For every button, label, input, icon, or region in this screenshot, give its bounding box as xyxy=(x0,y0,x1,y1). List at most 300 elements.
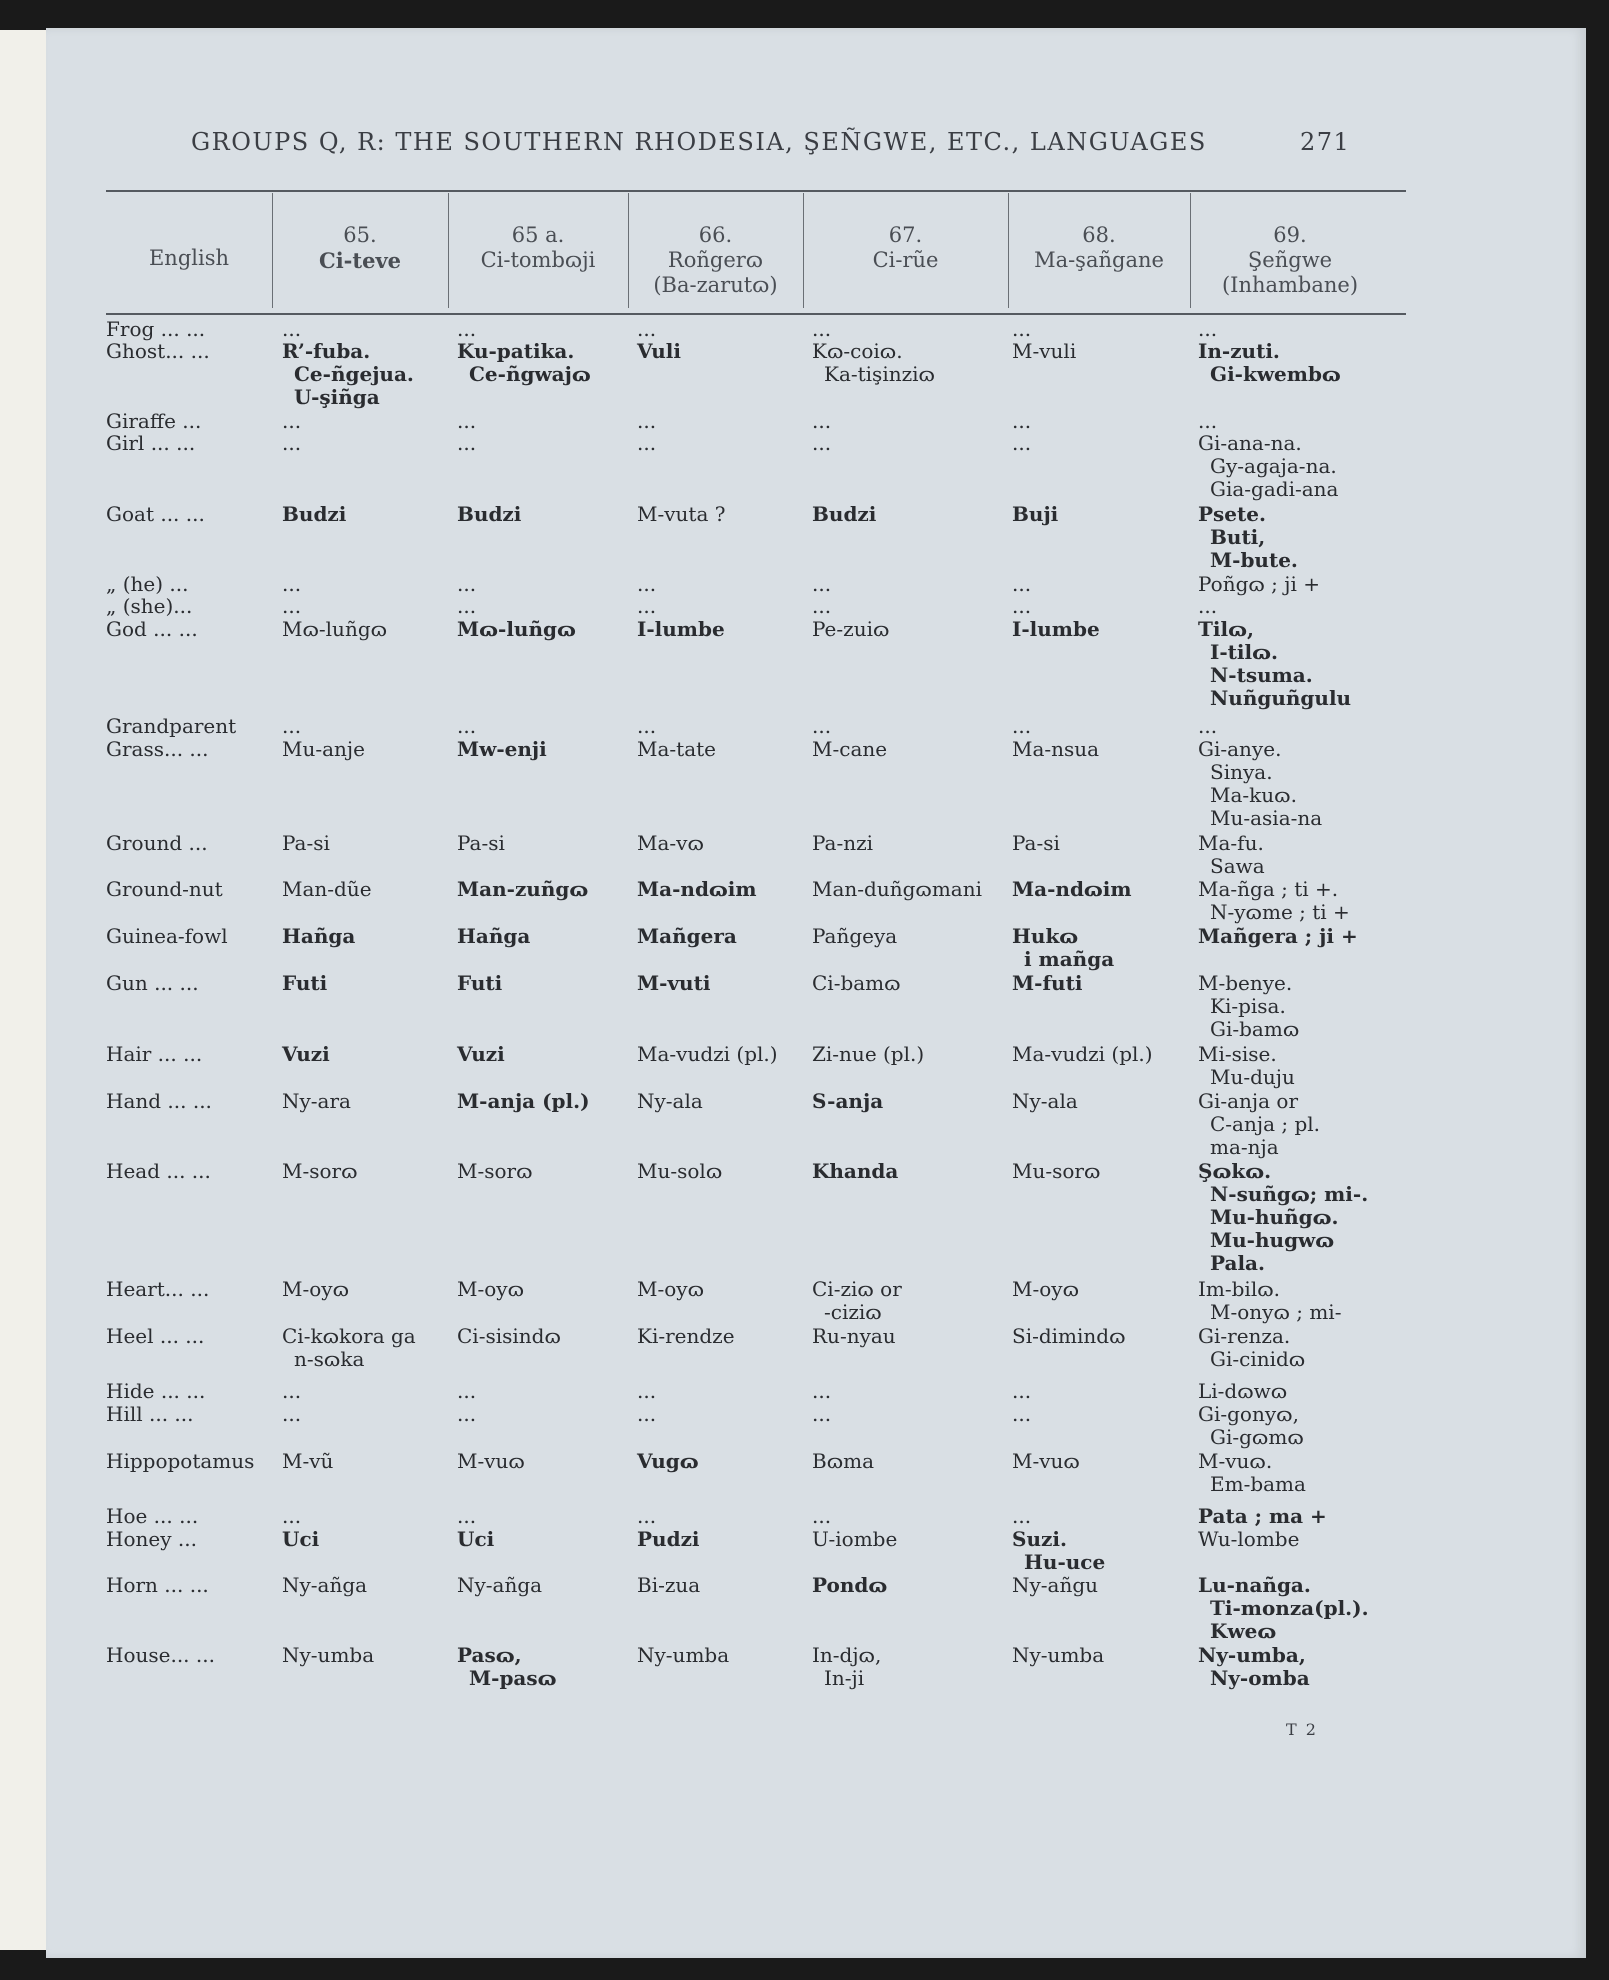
translation-line: ... xyxy=(457,317,477,341)
translation-line: Budzi xyxy=(457,502,522,526)
translation-line: M-bute. xyxy=(1210,548,1298,572)
column-number: 67. xyxy=(888,223,923,247)
translation-cell xyxy=(457,1403,476,1426)
translation-line: ma-nja xyxy=(1210,1135,1279,1159)
translation-line: Ce-ñgejua. xyxy=(294,362,414,386)
translation-cell xyxy=(812,503,876,526)
translation-line: Bɷma xyxy=(812,1449,875,1473)
translation-cell xyxy=(282,432,301,455)
translation-cell xyxy=(812,1574,887,1597)
translation-cell xyxy=(1198,1325,1305,1371)
translation-line: ... xyxy=(1012,409,1032,433)
page-header xyxy=(46,128,1586,168)
translation-cell xyxy=(282,595,301,618)
translation-line: Li-dɷwɷ xyxy=(1198,1379,1288,1403)
english-word: God ... ... xyxy=(106,617,198,641)
translation-cell xyxy=(457,1528,494,1551)
translation-line: ... xyxy=(637,594,657,618)
english-word: Ground-nut xyxy=(106,877,223,901)
translation-line: Budzi xyxy=(282,502,347,526)
translation-cell xyxy=(637,715,656,738)
translation-cell xyxy=(637,1528,700,1551)
translation-cell xyxy=(1198,503,1298,572)
translation-cell xyxy=(282,925,355,948)
translation-line: ... xyxy=(457,594,477,618)
translation-line: ... xyxy=(1012,714,1032,738)
translation-line: n-sɷka xyxy=(294,1347,365,1371)
translation-line: Vuzi xyxy=(457,1042,505,1066)
translation-line: ... xyxy=(637,572,657,596)
translation-line: ... xyxy=(282,714,302,738)
translation-line: Ce-ñgwajɷ xyxy=(469,362,591,386)
translation-line: Nuñguñgulu xyxy=(1210,686,1352,710)
translation-cell xyxy=(637,832,704,855)
translation-line: Ka-tişinziɷ xyxy=(824,362,935,386)
table-header-rule xyxy=(106,313,1406,315)
translation-line: M-cane xyxy=(812,737,888,761)
translation-cell xyxy=(812,832,873,855)
translation-cell xyxy=(1198,738,1322,830)
translation-line: Futi xyxy=(282,971,328,995)
translation-cell xyxy=(812,1528,897,1551)
english-word: Hoe ... ... xyxy=(106,1504,199,1528)
translation-cell xyxy=(812,715,831,738)
translation-cell xyxy=(1012,432,1031,455)
translation-line: Ny-umba xyxy=(282,1643,375,1667)
translation-cell xyxy=(282,1505,301,1528)
translation-cell xyxy=(457,595,476,618)
translation-cell xyxy=(457,715,476,738)
translation-line: M-vuɷ xyxy=(457,1449,525,1473)
translation-line: Psete. xyxy=(1198,502,1266,526)
translation-line: Zi-nue (pl.) xyxy=(812,1042,925,1066)
translation-cell xyxy=(1012,832,1060,855)
translation-line: ... xyxy=(1198,594,1218,618)
translation-line: Si-dimindɷ xyxy=(1012,1324,1126,1348)
translation-cell xyxy=(637,503,725,526)
translation-line: ... xyxy=(1012,1504,1032,1528)
translation-line: M-vuɷ xyxy=(1012,1449,1080,1473)
translation-line: Ny-añga xyxy=(457,1573,543,1597)
translation-line: ... xyxy=(637,431,657,455)
translation-line: ... xyxy=(1198,714,1218,738)
translation-line: Sawa xyxy=(1210,854,1265,878)
english-word: Giraffe ... xyxy=(106,409,202,433)
translation-line: Mu-duju xyxy=(1210,1065,1295,1089)
translation-cell xyxy=(282,715,301,738)
translation-line: ... xyxy=(637,714,657,738)
translation-line: Man-dũe xyxy=(282,877,372,901)
translation-cell xyxy=(812,618,889,641)
translation-cell xyxy=(1012,1505,1031,1528)
translation-cell xyxy=(457,1450,525,1473)
translation-line: M-vuta ? xyxy=(637,502,726,526)
translation-line: ... xyxy=(457,409,477,433)
translation-cell xyxy=(457,573,476,596)
english-word: Hill ... ... xyxy=(106,1402,194,1426)
translation-line: Ma-vudzi (pl.) xyxy=(637,1042,778,1066)
translation-line: Ma-nsua xyxy=(1012,737,1100,761)
translation-line: Ny-ara xyxy=(282,1089,351,1113)
translation-cell xyxy=(637,1278,704,1301)
translation-cell xyxy=(282,738,365,761)
translation-line: Ki-rendze xyxy=(637,1324,735,1348)
column-language: Roñgerɷ xyxy=(667,248,764,272)
translation-cell xyxy=(457,618,576,641)
translation-cell xyxy=(282,1325,416,1371)
translation-line: Buti, xyxy=(1210,525,1266,549)
translation-line: Pata ; ma + xyxy=(1198,1504,1327,1528)
translation-cell xyxy=(282,1278,349,1301)
translation-cell xyxy=(1012,503,1058,526)
translation-line: Ny-ala xyxy=(637,1089,703,1113)
translation-cell xyxy=(812,1380,831,1403)
translation-line: Ma-kuɷ. xyxy=(1210,783,1297,807)
translation-cell xyxy=(1198,1574,1369,1643)
translation-cell xyxy=(282,1403,301,1426)
translation-cell xyxy=(637,1043,778,1066)
translation-line: M-vuli xyxy=(1012,339,1077,363)
translation-line: Pañgeya xyxy=(812,924,898,948)
english-word: Goat ... ... xyxy=(106,502,205,526)
translation-cell xyxy=(457,738,547,761)
translation-line: Mw-enji xyxy=(457,737,547,761)
translation-cell xyxy=(1198,1450,1306,1496)
translation-line: N-tsuma. xyxy=(1210,663,1313,687)
translation-cell xyxy=(1012,925,1114,971)
translation-line: Uci xyxy=(457,1527,495,1551)
page-number: 271 xyxy=(1300,128,1351,156)
translation-line: M-vuti xyxy=(637,971,711,995)
translation-cell xyxy=(1198,715,1217,738)
translation-line: Mu-huñgɷ. xyxy=(1210,1205,1339,1229)
translation-line: M-pasɷ xyxy=(469,1666,557,1690)
translation-line: ... xyxy=(282,1402,302,1426)
english-word: „ (he) ... xyxy=(106,572,189,596)
translation-cell xyxy=(1198,318,1217,341)
translation-line: ... xyxy=(457,1379,477,1403)
column-header-citeve xyxy=(272,223,448,274)
translation-cell xyxy=(1198,1043,1295,1089)
translation-line: M-futi xyxy=(1012,971,1083,995)
translation-line: Hukɷ xyxy=(1012,924,1079,948)
translation-line: I-tilɷ. xyxy=(1210,640,1278,664)
translation-cell xyxy=(812,1160,898,1183)
column-number: 66. xyxy=(698,223,733,247)
translation-line: Pudzi xyxy=(637,1527,700,1551)
translation-cell xyxy=(1012,878,1132,901)
translation-cell xyxy=(637,738,716,761)
translation-line: Uci xyxy=(282,1527,320,1551)
translation-line: Vuli xyxy=(637,339,681,363)
translation-line: Mu-hugwɷ xyxy=(1210,1228,1335,1252)
english-word: Gun ... ... xyxy=(106,971,199,995)
translation-line: Wu-lombe xyxy=(1198,1527,1300,1551)
column-header-sengwe xyxy=(1190,223,1390,298)
translation-cell xyxy=(637,878,757,901)
translation-line: N-yɷme ; ti + xyxy=(1210,900,1350,924)
translation-cell xyxy=(457,832,505,855)
column-number: 65 a. xyxy=(511,223,565,247)
translation-cell xyxy=(812,1505,831,1528)
translation-line: ... xyxy=(812,1379,832,1403)
translation-line: Ma-tate xyxy=(637,737,716,761)
translation-line: Ti-monza(pl.). xyxy=(1210,1596,1369,1620)
translation-cell xyxy=(457,318,476,341)
translation-line: S-anja xyxy=(812,1089,884,1113)
translation-cell xyxy=(457,1090,590,1113)
english-word: Horn ... ... xyxy=(106,1573,209,1597)
translation-line: Gia-gadi-ana xyxy=(1210,477,1339,501)
translation-line: ... xyxy=(637,1402,657,1426)
english-word: Ground ... xyxy=(106,831,208,855)
english-word: Heart... ... xyxy=(106,1277,210,1301)
translation-line: M-sorɷ xyxy=(457,1159,533,1183)
translation-line: M-vuɷ. xyxy=(1198,1449,1273,1473)
translation-line: Ny-umba xyxy=(1012,1643,1105,1667)
translation-line: Poñgɷ ; ji + xyxy=(1198,572,1320,596)
translation-line: -ciziɷ xyxy=(824,1300,882,1324)
translation-cell xyxy=(1198,925,1358,948)
translation-line: Gi-anye. xyxy=(1198,737,1282,761)
translation-line: I-lumbe xyxy=(1012,617,1100,641)
translation-line: In-ji xyxy=(824,1666,865,1690)
translation-line: Mɷ-luñgɷ xyxy=(457,617,576,641)
translation-line: Mi-sise. xyxy=(1198,1042,1277,1066)
translation-line: Ny-ala xyxy=(1012,1089,1078,1113)
translation-line: Ci-sisindɷ xyxy=(457,1324,561,1348)
translation-cell xyxy=(282,503,346,526)
translation-line: Mu-solɷ xyxy=(637,1159,723,1183)
translation-cell xyxy=(457,340,591,386)
translation-cell xyxy=(812,972,901,995)
translation-cell xyxy=(1198,432,1338,501)
translation-cell xyxy=(1012,318,1031,341)
translation-cell xyxy=(637,1403,656,1426)
translation-cell xyxy=(812,1403,831,1426)
english-word: „ (she)... xyxy=(106,594,193,618)
translation-line: Kɷ-coiɷ. xyxy=(812,339,903,363)
translation-line: Gi-ana-na. xyxy=(1198,431,1302,455)
translation-line: M-oyɷ xyxy=(637,1277,705,1301)
translation-cell xyxy=(1198,1090,1320,1159)
translation-cell xyxy=(457,410,476,433)
english-word: Frog ... ... xyxy=(106,317,206,341)
translation-line: ... xyxy=(812,431,832,455)
translation-line: ... xyxy=(812,594,832,618)
translation-line: Khanda xyxy=(812,1159,899,1183)
translation-cell xyxy=(812,1325,896,1348)
translation-cell xyxy=(457,1160,533,1183)
english-word: Ghost... ... xyxy=(106,339,210,363)
translation-line: Man-duñgɷmani xyxy=(812,877,982,901)
translation-line: ... xyxy=(812,317,832,341)
translation-line: Gi-anja or xyxy=(1198,1089,1299,1113)
translation-cell xyxy=(457,972,502,995)
translation-cell xyxy=(1012,1380,1031,1403)
column-language: Ci-rũe xyxy=(872,248,939,272)
translation-cell xyxy=(812,573,831,596)
translation-line: Em-bama xyxy=(1210,1472,1306,1496)
translation-line: ... xyxy=(282,317,302,341)
translation-line: Ki-pisa. xyxy=(1210,994,1286,1018)
translation-cell xyxy=(1012,618,1100,641)
translation-cell xyxy=(1012,1090,1078,1113)
translation-line: ... xyxy=(1012,317,1032,341)
translation-line: Pondɷ xyxy=(812,1573,888,1597)
table-top-rule xyxy=(106,190,1406,192)
translation-line: Hañga xyxy=(457,924,531,948)
translation-cell xyxy=(637,972,710,995)
english-word: Girl ... ... xyxy=(106,431,196,455)
translation-line: Lu-nañga. xyxy=(1198,1573,1311,1597)
translation-line: Şɷkɷ. xyxy=(1198,1159,1272,1183)
translation-line: ... xyxy=(1012,1379,1032,1403)
translation-cell xyxy=(1012,1403,1031,1426)
translation-cell xyxy=(812,878,982,901)
translation-line: ... xyxy=(457,1504,477,1528)
translation-line: C-anja ; pl. xyxy=(1210,1112,1320,1136)
english-word: Head ... ... xyxy=(106,1159,211,1183)
column-language: Ma-şañgane xyxy=(1034,248,1164,272)
translation-line: Futi xyxy=(457,971,503,995)
translation-cell xyxy=(637,1160,722,1183)
translation-cell xyxy=(282,1644,374,1667)
column-sub-label: (Inhambane) xyxy=(1221,273,1359,297)
translation-line: ... xyxy=(637,1379,657,1403)
translation-line: ... xyxy=(812,1504,832,1528)
translation-cell xyxy=(1012,1043,1153,1066)
english-word: House... ... xyxy=(106,1643,215,1667)
translation-line: Pasɷ, xyxy=(457,1643,522,1667)
translation-cell xyxy=(457,925,530,948)
column-label: English xyxy=(148,246,230,270)
translation-line: Mu-asia-na xyxy=(1210,806,1323,830)
column-header-citombwji xyxy=(448,223,628,273)
signature-mark: T 2 xyxy=(1286,1720,1318,1739)
translation-cell xyxy=(1198,1505,1327,1528)
column-number: 69. xyxy=(1273,223,1307,247)
translation-cell xyxy=(812,738,887,761)
translation-line: Ny-umba, xyxy=(1198,1643,1306,1667)
translation-line: Mañgera xyxy=(637,924,737,948)
translation-cell xyxy=(282,832,330,855)
translation-line: Pa-si xyxy=(282,831,330,855)
translation-line: ... xyxy=(812,409,832,433)
translation-cell xyxy=(1198,410,1217,433)
translation-line: Mu-sorɷ xyxy=(1012,1159,1101,1183)
translation-line: U-iombe xyxy=(812,1527,898,1551)
translation-line: ... xyxy=(282,409,302,433)
translation-cell xyxy=(812,410,831,433)
translation-line: Ci-kɷkora ga xyxy=(282,1324,416,1348)
translation-line: ... xyxy=(637,409,657,433)
translation-line: Gi-bamɷ xyxy=(1210,1017,1300,1041)
translation-line: Ny-añgu xyxy=(1012,1573,1099,1597)
translation-line: Ku-patika. xyxy=(457,339,575,363)
translation-cell xyxy=(282,1090,351,1113)
translation-cell xyxy=(637,925,737,948)
translation-line: Sinya. xyxy=(1210,760,1273,784)
translation-line: M-vũ xyxy=(282,1449,334,1473)
translation-cell xyxy=(282,318,301,341)
translation-line: Ru-nyau xyxy=(812,1324,896,1348)
translation-cell xyxy=(1198,1380,1287,1403)
translation-line: ... xyxy=(1012,594,1032,618)
translation-line: ... xyxy=(457,431,477,455)
translation-line: Ny-omba xyxy=(1210,1666,1310,1690)
translation-cell xyxy=(1012,1450,1080,1473)
translation-cell xyxy=(637,1380,656,1403)
column-header-cirue xyxy=(803,223,1008,273)
english-word: Guinea-fowl xyxy=(106,924,228,948)
translation-line: Vugɷ xyxy=(637,1449,699,1473)
translation-cell xyxy=(1012,1644,1104,1667)
translation-line: Ma-vudzi (pl.) xyxy=(1012,1042,1153,1066)
translation-line: Ny-añga xyxy=(282,1573,368,1597)
translation-cell xyxy=(282,1528,319,1551)
translation-line: Im-bilɷ. xyxy=(1198,1277,1281,1301)
translation-line: In-zuti. xyxy=(1198,339,1280,363)
translation-line: Kweɷ xyxy=(1210,1619,1277,1643)
translation-line: Bi-zua xyxy=(637,1573,701,1597)
translation-cell xyxy=(457,503,521,526)
translation-line: M-oyɷ xyxy=(457,1277,525,1301)
translation-cell xyxy=(1198,972,1299,1041)
translation-cell xyxy=(282,618,387,641)
english-word: Honey ... xyxy=(106,1527,197,1551)
translation-line: Ci-ziɷ or xyxy=(812,1277,902,1301)
book-page xyxy=(46,28,1586,1958)
translation-cell xyxy=(1198,1160,1368,1275)
translation-line: M-sorɷ xyxy=(282,1159,358,1183)
translation-cell xyxy=(637,618,725,641)
translation-cell xyxy=(457,1380,476,1403)
translation-line: I-lumbe xyxy=(637,617,725,641)
translation-cell xyxy=(1012,738,1099,761)
translation-line: M-anja (pl.) xyxy=(457,1089,590,1113)
translation-cell xyxy=(637,1450,699,1473)
translation-line: ... xyxy=(282,594,302,618)
translation-line: ... xyxy=(282,1379,302,1403)
translation-cell xyxy=(1198,1278,1341,1324)
translation-cell xyxy=(637,1644,729,1667)
translation-line: Man-zuñgɷ xyxy=(457,877,589,901)
column-sub-label: (Ba-zarutɷ) xyxy=(653,273,778,297)
translation-line: Pa-nzi xyxy=(812,831,874,855)
translation-line: Pa-si xyxy=(1012,831,1060,855)
translation-cell xyxy=(637,1090,703,1113)
running-head: GROUPS Q, R: THE SOUTHERN RHODESIA, ŞEÑGWE, ETC., LANGUAGES xyxy=(191,128,1207,156)
book-spine-margin xyxy=(0,30,48,1950)
translation-cell xyxy=(1012,573,1031,596)
translation-cell xyxy=(637,410,656,433)
translation-line: Gy-agaja-na. xyxy=(1210,454,1337,478)
translation-cell xyxy=(812,1043,924,1066)
translation-line: ... xyxy=(812,714,832,738)
translation-cell xyxy=(637,340,681,363)
translation-cell xyxy=(282,410,301,433)
translation-cell xyxy=(812,318,831,341)
translation-cell xyxy=(282,972,327,995)
translation-cell xyxy=(1198,573,1320,596)
translation-line: ... xyxy=(1012,572,1032,596)
translation-line: In-djɷ, xyxy=(812,1643,882,1667)
translation-cell xyxy=(457,1644,557,1690)
translation-line: Ny-umba xyxy=(637,1643,730,1667)
translation-line: ... xyxy=(457,714,477,738)
translation-cell xyxy=(637,1325,735,1348)
